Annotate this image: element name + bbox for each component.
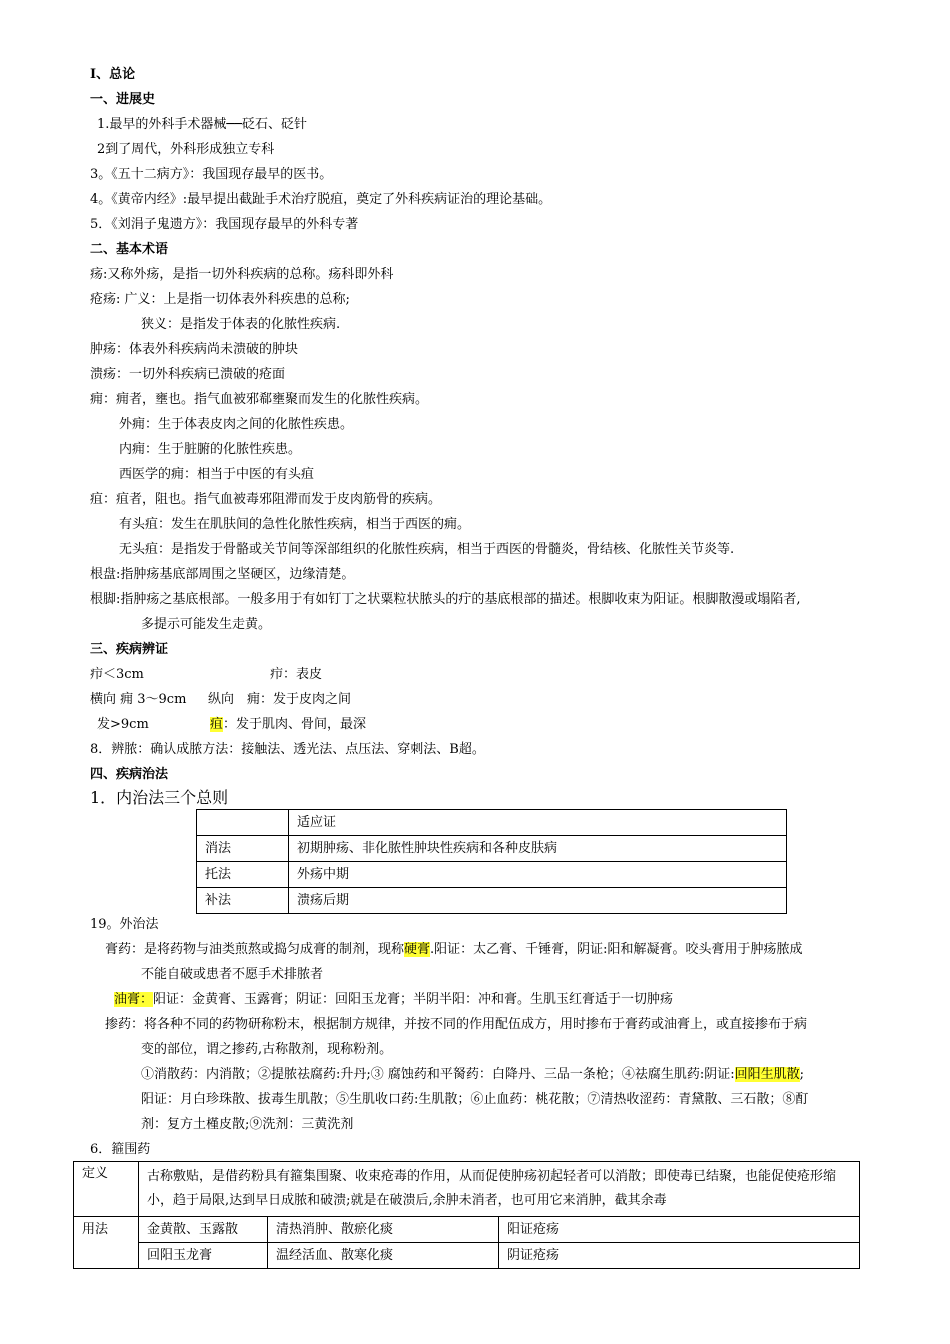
term-line: 痈：痈者，壅也。指气血被邪郗壅聚而发生的化脓性疾病。: [90, 392, 429, 407]
table-cell: 古称敷贴，是借药粉具有箍集围聚、收束疮毒的作用，从而促使肿疡初起轻者可以消散；即使毒已结聚，也能促使疮形缩小，趋于局限,达到早日成脓和破溃;就是在破溃后,余肿未消者，也可用它来消肿，截其余毒: [139, 1162, 860, 1217]
heading-treatment: 四、疾病治法: [90, 767, 169, 782]
table-cell: 定义: [74, 1162, 139, 1217]
table-cell: [197, 810, 289, 836]
term-line: 西医学的痈：相当于中医的有头疽: [119, 467, 315, 482]
table-cell: 外疡中期: [289, 862, 787, 888]
diagnosis-depth: 纵向 痈：发于皮肉之间: [208, 692, 352, 707]
heading-history: 一、进展史: [90, 92, 156, 107]
term-line: 肿疡：体表外科疾病尚未溃破的肿块: [90, 342, 299, 357]
plaster-text: 膏药：是将药物与油类煎熬或捣匀成膏的制剂，现称: [105, 942, 405, 957]
table-row: [197, 888, 787, 914]
inner-treatment-table: [196, 809, 787, 914]
table-cell: 补法: [197, 888, 289, 914]
plaster-line: 不能自破或患者不愿手术排脓者: [141, 967, 324, 982]
powder-text: ;: [799, 1067, 805, 1082]
table-cell: 阳证疮疡: [499, 1217, 860, 1243]
highlight-huiyang: 回阳生肌散: [734, 1067, 800, 1082]
diagnosis-size: 疖＜3cm: [90, 667, 144, 682]
history-item: 5．《刘涓子鬼遗方》：我国现存最早的外科专著: [90, 217, 359, 232]
table-cell: 金黄散、玉露散: [139, 1217, 268, 1243]
table-row: [197, 836, 787, 862]
term-line: 根脚:指肿疡之基底根部。一般多用于有如钉丁之状粟粒状脓头的疔的基底根部的描述。根脚收束为阳证。根脚散漫或塌陷者,: [90, 592, 801, 607]
table-row: [74, 1243, 860, 1269]
inner-treatment-title: 1．内治法三个总则: [90, 788, 229, 807]
encircling-table: [73, 1161, 860, 1269]
table-cell: 回阳玉龙膏: [139, 1243, 268, 1269]
table-cell: 阴证疮疡: [499, 1243, 860, 1269]
highlight-hard-plaster: 硬膏: [404, 942, 431, 957]
powder-line: 阳证：月白珍珠散、拔毒生肌散；⑤生肌收口药:生肌散；⑥止血药：桃花散；⑦清热收涩药：青黛散、三石散；⑧酊: [141, 1092, 809, 1107]
table-row: [74, 1217, 860, 1243]
table-cell: 用法: [74, 1217, 139, 1269]
term-line: 多提示可能发生走黄。: [141, 617, 272, 632]
history-item: 2到了周代，外科形成独立专科: [97, 142, 275, 157]
table-header-row: [197, 810, 787, 836]
table-cell: 托法: [197, 862, 289, 888]
powder-line: 剂：复方土槿皮散;⑨洗剂：三黄洗剂: [141, 1117, 354, 1132]
ointment-text: 阳证：金黄膏、玉露膏；阴证：回阳玉龙膏；半阴半阳：冲和膏。生肌玉红膏适于一切肿疡: [153, 992, 674, 1007]
highlight-ju: 疽: [210, 717, 224, 732]
term-line: 疡:又称外疡，是指一切外科疾病的总称。疡科即外科: [90, 267, 394, 282]
powder-text: ①消散药：内消散；②提脓祛腐药:升丹;③ 腐蚀药和平胬药：白降丹、三品一条枪；④祛腐生肌药:阴证:: [141, 1067, 735, 1082]
term-line: 有头疽：发生在肌肤间的急性化脓性疾病，相当于西医的痈。: [119, 517, 471, 532]
pus-detection-line: 8．辨脓：确认成脓方法：接触法、透光法、点压法、穿刺法、B超。: [90, 742, 485, 757]
term-line: 外痈：生于体表皮肉之间的化脓性疾患。: [119, 417, 354, 432]
term-line: 内痈：生于脏腑的化脓性疾患。: [119, 442, 302, 457]
powder-line: [141, 1066, 804, 1084]
heading-terms: 二、基本术语: [90, 242, 169, 257]
encircling-title: 6．箍围药: [90, 1142, 151, 1157]
table-cell: 溃疡后期: [289, 888, 787, 914]
diagnosis-depth-text: ：发于肌肉、骨间，最深: [223, 717, 367, 732]
table-cell: 初期肿疡、非化脓性肿块性疾病和各种皮肤病: [289, 836, 787, 862]
powder-line: 变的部位，谓之掺药,古称散剂，现称粉剂。: [141, 1042, 393, 1057]
diagnosis-depth: 疖：表皮: [270, 667, 323, 682]
section-title-general: I、总论: [90, 67, 136, 82]
table-cell: 消法: [197, 836, 289, 862]
history-item: 3。《五十二病方》：我国现存最早的医书。: [90, 167, 333, 182]
plaster-line: [105, 941, 803, 959]
table-cell: 清热消肿、散瘀化痰: [268, 1217, 499, 1243]
history-item: 4。《黄帝内经》:最早提出截趾手术治疗脱疽，奠定了外科疾病证治的理论基础。: [90, 192, 552, 207]
table-row: [74, 1162, 860, 1217]
outer-treatment-title: 19。外治法: [90, 917, 159, 932]
term-line: 无头疽：是指发于骨骼或关节间等深部组织的化脓性疾病，相当于西医的骨髓炎，骨结核、化脓性关节炎等.: [119, 542, 735, 557]
term-line: 狭义：是指发于体表的化脓性疾病.: [141, 317, 341, 332]
diagnosis-size: 横向 痈 3～9cm: [90, 692, 187, 707]
diagnosis-depth: [210, 716, 366, 734]
highlight-ointment: 油膏：: [114, 992, 154, 1007]
table-row: [197, 862, 787, 888]
table-cell: 温经活血、散寒化痰: [268, 1243, 499, 1269]
term-line: 疽：疽者，阻也。指气血被毒邪阻滞而发于皮肉筋骨的疾病。: [90, 492, 442, 507]
term-line: 疮疡: 广义：上是指一切体表外科疾患的总称;: [90, 292, 350, 307]
ointment-line: [114, 991, 673, 1009]
diagnosis-size: 发>9cm: [97, 717, 149, 732]
table-cell: 适应证: [289, 810, 787, 836]
plaster-text: .阳证：太乙膏、千锤膏，阴证:阳和解凝膏。咬头膏用于肿疡脓成: [430, 942, 803, 957]
heading-diagnosis: 三、疾病辨证: [90, 642, 169, 657]
powder-line: 掺药：将各种不同的药物研称粉末，根据制方规律，并按不同的作用配伍成方，用时掺布于膏药或油膏上，或直接掺布于病: [105, 1017, 808, 1032]
history-item: 1.最早的外科手术器械──砭石、砭针: [97, 117, 308, 132]
term-line: 溃疡：一切外科疾病已溃破的疮面: [90, 367, 286, 382]
term-line: 根盘:指肿疡基底部周围之坚硬区，边缘清楚。: [90, 567, 355, 582]
